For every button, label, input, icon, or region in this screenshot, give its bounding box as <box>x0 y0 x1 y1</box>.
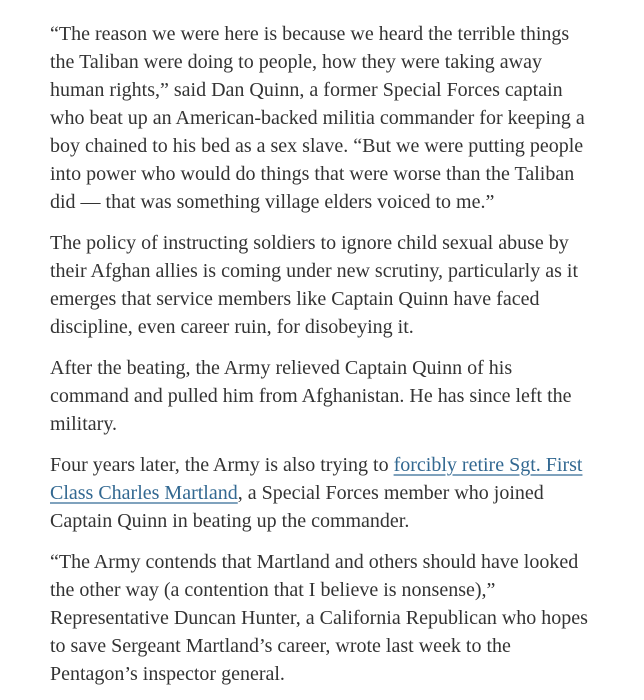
paragraph-text-pre-link: Four years later, the Army is also trying to <box>50 454 394 476</box>
forcibly-retire-martland-link[interactable]: forcibly retire Sgt. First Class Charles Martland <box>50 454 583 504</box>
paragraph-quinn-quote: “The reason we were here is because we heard the terrible things the Taliban were doing to people, how they were taking away human rights,” said Dan Quinn, a former Special Forces captain who beat up an American-backed militia commander for keeping a boy chained to his bed as a sex slave. “But we were putting people into power who would do things that were worse than the Taliban did — that was something village elders voiced to me.” <box>50 23 585 213</box>
paragraph-policy-scrutiny: The policy of instructing soldiers to ignore child sexual abuse by their Afghan allies is coming under new scrutiny, particularly as it emerges that service members like Captain Quinn have faced discipline, even career ruin, for disobeying it. <box>50 232 579 338</box>
paragraph-martland <box>50 451 595 535</box>
paragraph-quinn-relieved: After the beating, the Army relieved Captain Quinn of his command and pulled him from Afghanistan. He has since left the military. <box>50 357 572 435</box>
paragraph-hunter-quote: “The Army contends that Martland and others should have looked the other way (a contention that I believe is nonsense),” Representative Duncan Hunter, a California Republican who hopes to save Sergeant Martland’s career, wrote last week to the Pentagon’s inspector general. <box>50 551 588 685</box>
paragraph-text-post-link: , a Special Forces member who joined Captain Quinn in beating up the commander. <box>50 482 544 532</box>
